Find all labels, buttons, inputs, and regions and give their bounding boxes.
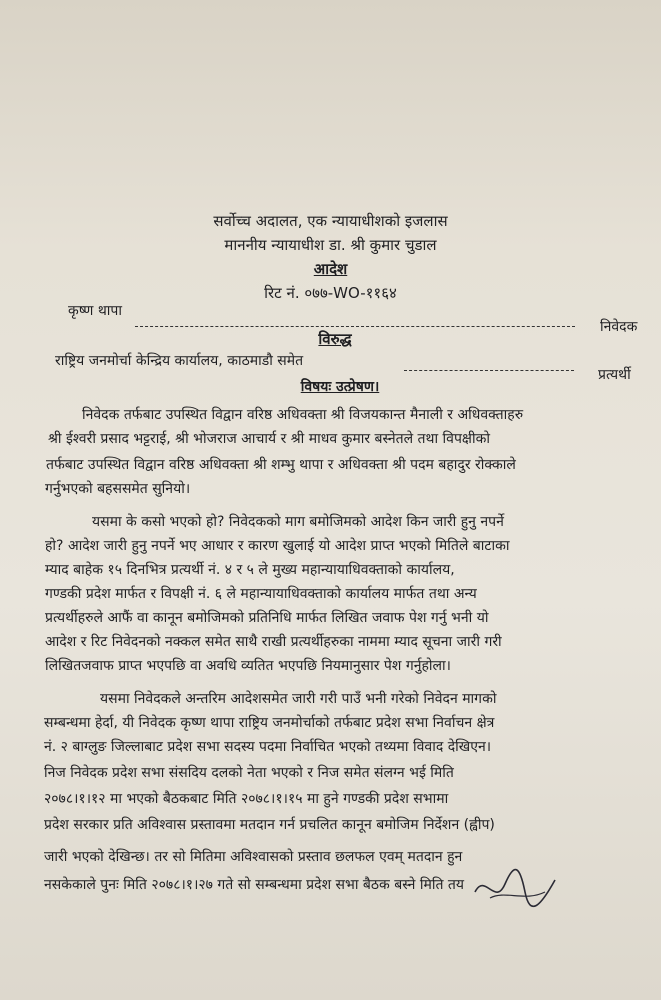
body-line: यसमा निवेदकले अन्तरिम आदेशसमेत जारी गरी पाउँ भनी गरेको निवेदन मागको: [100, 691, 497, 707]
body-line: श्री ईश्वरी प्रसाद भट्टराई, श्री भोजराज आचार्य र श्री माधव कुमार बस्नेतले तथा विपक्षीको: [48, 431, 490, 447]
petitioner-dash-leader: [135, 326, 575, 327]
subject-line: विषयः उत्प्रेषण।: [300, 379, 380, 395]
court-heading: सर्वोच्च अदालत, एक न्यायाधीशको इजलास: [213, 212, 448, 230]
body-line: २०७८।१।१२ मा भएको बैठकबाट मिति २०७८।१।१५ मा हुने गण्डकी प्रदेश सभामा: [44, 791, 449, 807]
body-line: जारी भएको देखिन्छ। तर सो मितिमा अविश्वासको प्रस्ताव छलफल एवम् मतदान हुन: [44, 849, 463, 865]
body-line: म्याद बाहेक १५ दिनभित्र प्रत्यर्थी नं. ४ र ५ ले मुख्य महान्यायाधिवक्ताको कार्यालय,: [45, 562, 455, 578]
body-line: नं. २ बाग्लुङ जिल्लाबाट प्रदेश सभा सदस्य पदमा निर्वाचित भएको तथ्यमा विवाद देखिएन।: [44, 739, 492, 755]
signature-icon: [470, 862, 560, 912]
respondent-role: प्रत्यर्थी: [598, 367, 631, 383]
body-line: गण्डकी प्रदेश मार्फत र विपक्षी नं. ६ ले महान्यायाधिवक्ताको कार्यालय मार्फत तथा अन्य: [45, 586, 477, 602]
judge-name: माननीय न्यायाधीश डा. श्री कुमार चुडाल: [224, 236, 437, 254]
respondent-dash-leader: [404, 370, 574, 371]
body-line: तर्फबाट उपस्थित विद्वान वरिष्ठ अधिवक्ता श्री शम्भु थापा र अधिवक्ता श्री पदम बहादुर रोक्काले: [46, 457, 516, 473]
petitioner-name: कृष्ण थापा: [68, 303, 122, 319]
petitioner-role: निवेदक: [600, 319, 638, 335]
body-line: निवेदक तर्फबाट उपस्थित विद्वान वरिष्ठ अधिवक्ता श्री विजयकान्त मैनाली र अधिवक्ताहरु: [82, 407, 524, 423]
handwritten-signature: [470, 862, 560, 912]
body-line: गर्नुभएको बहससमेत सुनियो।: [45, 481, 191, 497]
body-line: हो? आदेश जारी हुनु नपर्ने भए आधार र कारण खुलाई यो आदेश प्राप्त भएको मितिले बाटाका: [45, 538, 510, 554]
body-line: प्रदेश सरकार प्रति अविश्वास प्रस्तावमा मतदान गर्न प्रचलित कानून बमोजिम निर्देशन (ह्वीप): [44, 817, 495, 833]
versus-heading: विरुद्ध: [318, 330, 352, 348]
order-title: आदेश: [313, 260, 348, 278]
body-line: आदेश र रिट निवेदनको नक्कल समेत साथै राखी प्रत्यर्थीहरुका नाममा म्याद सूचना जारी गरी: [45, 634, 502, 650]
body-line: यसमा के कसो भएको हो? निवेदकको माग बमोजिमको आदेश किन जारी हुनु नपर्ने: [92, 514, 504, 530]
respondent-name: राष्ट्रिय जनमोर्चा केन्द्रिय कार्यालय, काठमाडौ समेत: [55, 353, 304, 369]
body-line: लिखितजवाफ प्राप्त भएपछि वा अवधि व्यतित भएपछि नियमानुसार पेश गर्नुहोला।: [45, 658, 451, 674]
body-line: प्रत्यर्थीहरुले आफैं वा कानून बमोजिमको प्रतिनिधि मार्फत लिखित जवाफ पेश गर्नु भनी यो: [45, 610, 489, 626]
body-line: निज निवेदक प्रदेश सभा संसदिय दलको नेता भएको र निज समेत संलग्न भई मिति: [44, 765, 454, 781]
body-line: नसकेकाले पुनः मिति २०७८।१।२७ गते सो सम्बन्धमा प्रदेश सभा बैठक बस्ने मिति तय: [44, 877, 464, 893]
writ-number: रिट नं. ०७७-WO-११६४: [264, 284, 397, 302]
body-line: सम्बन्धमा हेर्दा, यी निवेदक कृष्ण थापा राष्ट्रिय जनमोर्चाको तर्फबाट प्रदेश सभा निर्वाचन क्षेत्र: [44, 715, 495, 731]
